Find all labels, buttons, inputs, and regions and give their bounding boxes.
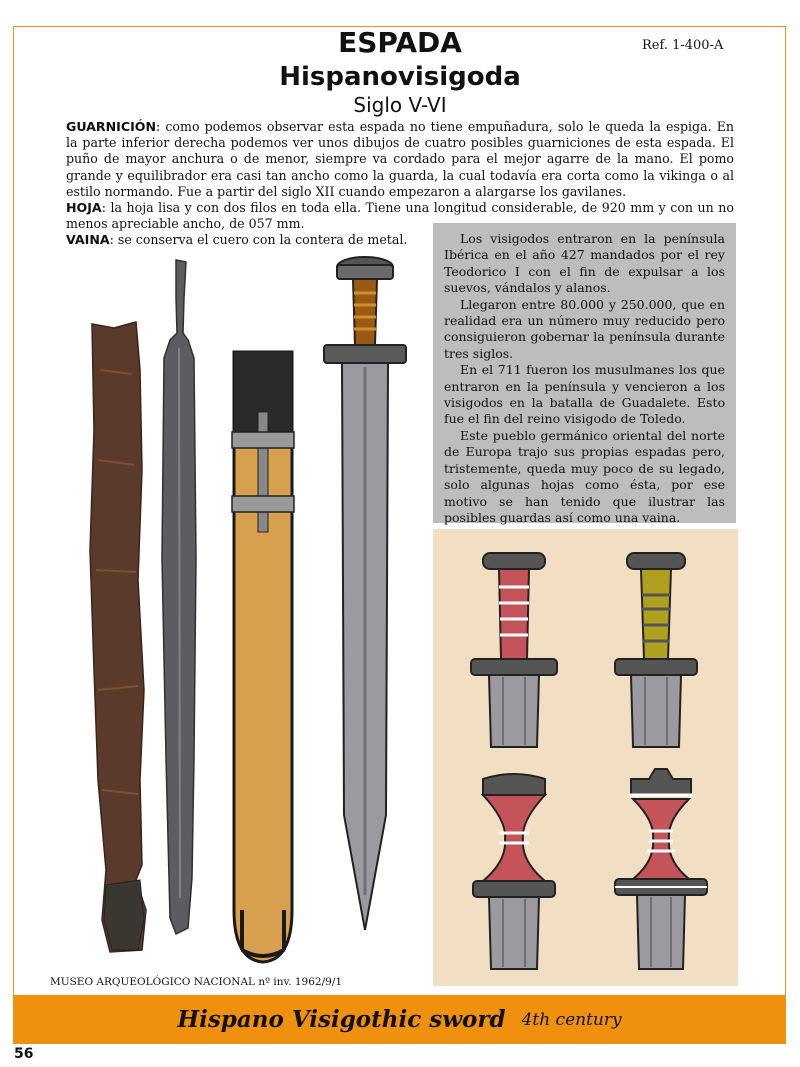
hoja-text: : la hoja lisa y con dos filos en toda ella. Tiene una longitud considerable, de 920 mm y con un no menos apreciable ancho, de 057 mm. [66,200,734,232]
english-title: Hispano Visigothic sword [177,1006,506,1033]
scabbard-illustration [228,350,298,965]
sword-illustration [320,255,410,935]
hilt-illustration-red [469,547,559,752]
blade-remains-photo [150,258,210,938]
hilt-illustration-flared [469,769,559,974]
history-paragraph: Este pueblo germánico oriental del norte de Europa trajo sus propias espadas pero, tristemente, queda muy poco de su legado, solo algunas hojas como ésta, por ese motivo se han tenido que ilustrar las posibles guardas así como una vaina. [444,427,725,525]
vaina-label: VAINA [66,232,110,248]
guarnicion-text: : como podemos observar esta espada no tiene empuñadura, solo le queda la espiga. En la parte inferior derecha podemos ver unos dibujos de cuatro posibles guarniciones de esta espada. El puño de mayor anchura o de menor, siempre va cordado para el mejor agarre de la mano. El pomo grande y equilibrador era casi tan ancho como la guarda, la cual todavía era corta como la vikinga o al estilo normando. Fue a partir del siglo XII cuando empezaron a alargarse los gavilanes. [66,119,734,199]
page-title: ESPADA [338,26,462,59]
hilt-illustration-olive [611,547,701,752]
english-title-bar [13,995,786,1044]
hilt-illustration-ornate [611,765,711,975]
guarnicion-paragraph [66,119,734,200]
hoja-label: HOJA [66,200,102,216]
reference-code: Ref. 1-400-A [642,38,724,53]
page-subtitle: Hispanovisigoda [279,62,521,92]
history-paragraph: Los visigodos entraron en la península Ibérica en el año 427 mandados por el rey Teodorico I con el fin de expulsar a los suevos, vándalos y alanos. [444,231,725,296]
hilt-illustrations-panel [433,529,738,986]
page-number: 56 [14,1046,34,1062]
history-box [433,223,736,523]
guarnicion-label: GUARNICIÓN [66,119,157,134]
scabbard-remains-photo [80,310,160,960]
history-paragraph: En el 711 fueron los musulmanes los que entraron en la península y vencieron a los visigodos en la batalla de Guadalete. Esto fue el fin del reino visigodo de Toledo. [444,362,725,427]
history-paragraph: Llegaron entre 80.000 y 250.000, que en realidad era un número muy reducido pero consiguieron gobernar la península durante tres siglos. [444,296,725,361]
period: Siglo V-VI [353,93,447,117]
museum-caption: MUSEO ARQUEOLÓGICO NACIONAL nº inv. 1962/9/1 [50,976,343,988]
vaina-text: : se conserva el cuero con la contera de metal. [109,232,408,248]
english-century: 4th century [521,1009,622,1030]
